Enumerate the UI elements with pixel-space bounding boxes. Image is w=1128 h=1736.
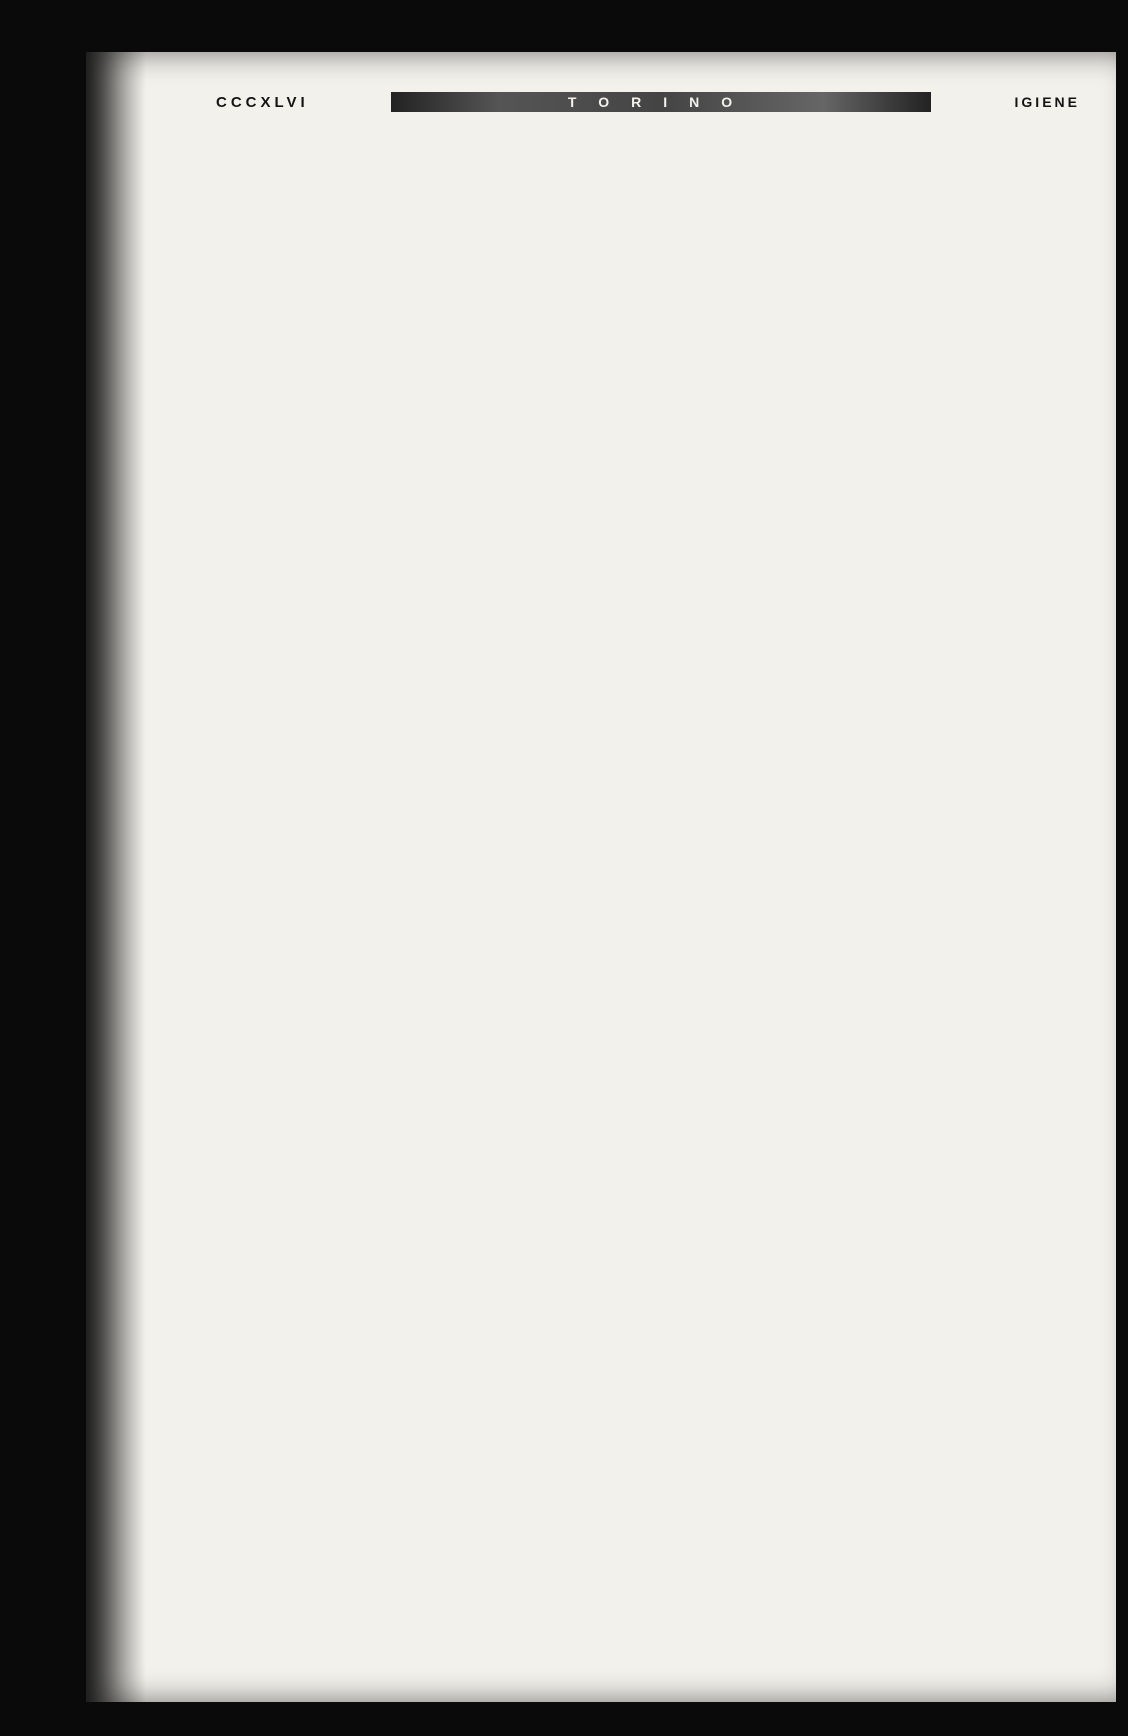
scanned-page [86,52,1116,1702]
page-header [86,88,1116,122]
city-banner: TORINO [391,92,931,112]
rotated-table-area [314,152,1128,1692]
section-name: IGIENE [1014,94,1080,110]
binding-shadow [86,52,146,1702]
page-number: CCCXLVI [216,94,309,111]
